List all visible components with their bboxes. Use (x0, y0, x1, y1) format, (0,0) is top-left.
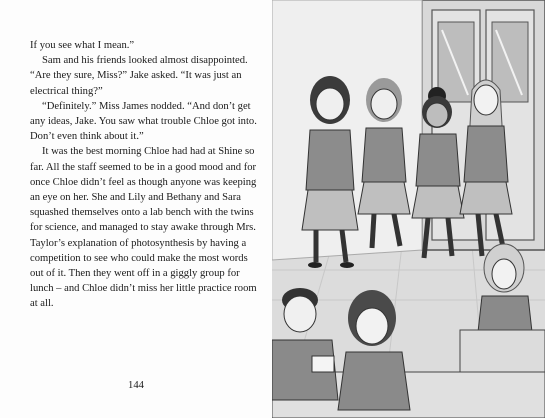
right-page (272, 0, 545, 418)
paragraph-3: “Definitely.” Miss James nodded. “And don’t get any ideas, Jake. You saw what trouble Chloe got into. Don’t even think about it.” (30, 100, 257, 143)
paragraph-4: It was the best morning Chloe had had at Shine so far. All the staff seemed to be in a good mood and for once Chloe didn’t feel as though anyone was keeping an eye on her. She and Lily and Bethany and Sara squashed themselves onto a lab bench with the twins for science, and managed to stay awake through Mrs. Taylor’s explanation of photosynthesis by having a competition to see who could make the most words out of it. Then they went off in a giggly group for lunch – and Chloe didn’t miss her little practice room at all. (30, 146, 257, 310)
page-number: 144 (128, 380, 144, 391)
paragraph-1: If you see what I mean.” (30, 40, 135, 51)
school-hallway-illustration (272, 0, 545, 418)
left-page (0, 0, 272, 418)
body-text (30, 38, 262, 312)
paragraph-2: Sam and his friends looked almost disappointed. “Are they sure, Miss?” Jake asked. “It was just an electrical thing?” (30, 55, 248, 97)
